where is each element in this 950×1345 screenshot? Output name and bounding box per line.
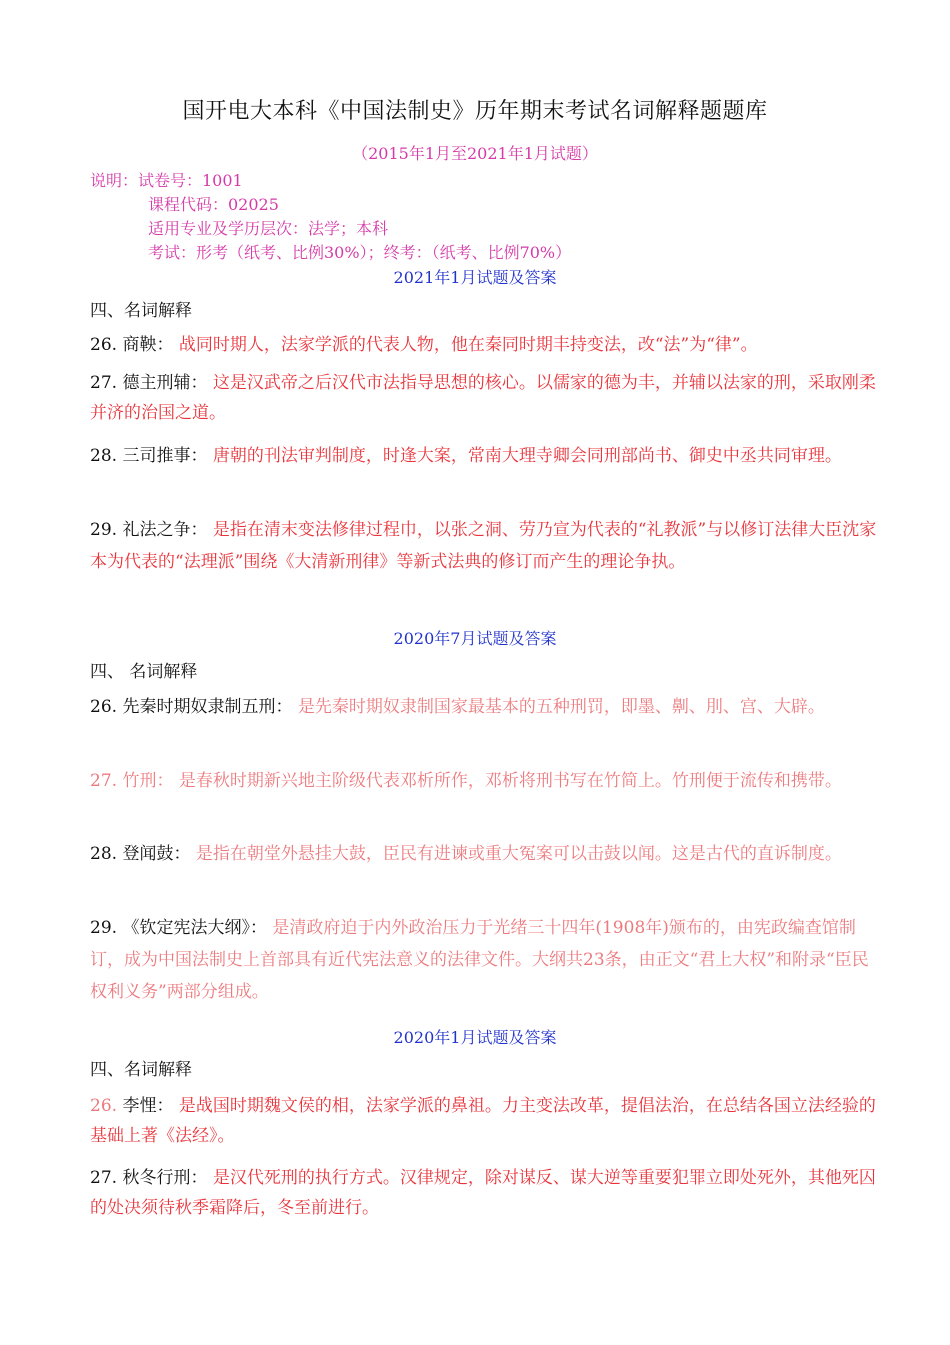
item-definition: 是先秦时期奴隶制国家最基本的五种刑罚，即墨、劓、刖、宫、大辟。 bbox=[297, 697, 825, 717]
term-item bbox=[90, 912, 880, 1008]
term-item bbox=[90, 1163, 880, 1223]
item-definition: 是汉代死刑的执行方式。汉律规定，除对谋反、谋大逆等重要犯罪立即处死外，其他死囚的处决须待秋季霜降后，冬至前进行。 bbox=[90, 1168, 876, 1218]
item-term: 李悝： bbox=[122, 1096, 174, 1116]
section-title-2021-01: 2021年1月试题及答案 bbox=[393, 268, 557, 287]
term-item bbox=[90, 441, 880, 471]
section-heading: 四、名词解释 bbox=[90, 1060, 192, 1080]
item-definition: 是指在朝堂外悬挂大鼓，臣民有进谏或重大冤案可以击鼓以闻。这是古代的直诉制度。 bbox=[195, 844, 842, 864]
item-definition: 是指在清末变法修律过程巾，以张之洞、劳乃宣为代表的“礼教派”与以修订法律大臣沈家本为代表的“法理派”围绕《大清新刑律》等新式法典的修订而产生的理论争执。 bbox=[90, 520, 877, 572]
item-term: 商鞅： bbox=[122, 335, 174, 355]
note-exam-format: 考试：形考（纸考、比例30%）；终考：（纸考、比例70%） bbox=[148, 243, 572, 262]
document-title: 国开电大本科《中国法制史》历年期末考试名词解释题题库 bbox=[182, 99, 768, 124]
document-subtitle: （2015年1月至2021年1月试题） bbox=[352, 144, 598, 163]
note-course-code: 课程代码：02025 bbox=[148, 195, 279, 214]
item-number: 26. bbox=[90, 1096, 118, 1116]
item-number: 28. bbox=[90, 844, 118, 864]
item-definition: 战同时期人，法家学派的代表人物，他在秦同时期丰持变法，改“法”为“律”。 bbox=[178, 335, 758, 355]
item-term: 竹刑： bbox=[122, 771, 174, 791]
term-item bbox=[90, 368, 880, 428]
section-title-2020-07: 2020年7月试题及答案 bbox=[393, 629, 557, 648]
item-term: 德主刑辅： bbox=[122, 373, 208, 393]
item-number: 29. bbox=[90, 520, 118, 540]
item-definition: 是春秋时期新兴地主阶级代表邓析所作，邓析将刑书写在竹简上。竹刑便于流传和携带。 bbox=[178, 771, 842, 791]
item-term: 先秦时期奴隶制五刑： bbox=[122, 697, 293, 717]
item-number: 26. bbox=[90, 335, 118, 355]
item-definition: 是战国时期魏文侯的相，法家学派的鼻祖。力主变法改革，提倡法治，在总结各国立法经验的基础上著《法经》。 bbox=[90, 1096, 876, 1146]
item-term: 登闻鼓： bbox=[122, 844, 191, 864]
term-item bbox=[90, 839, 880, 869]
item-number: 27. bbox=[90, 771, 118, 791]
item-definition: 这是汉武帝之后汉代市法指导思想的核心。以儒家的德为丰，并辅以法家的刑，采取刚柔并济的治国之道。 bbox=[90, 373, 876, 423]
item-term: 《钦定宪法大纲》： bbox=[122, 918, 267, 938]
note-major-level: 适用专业及学历层次：法学；本科 bbox=[148, 219, 389, 238]
term-item bbox=[90, 1091, 880, 1151]
item-definition: 是清政府迫于内外政治压力于光绪三十四年(1908年)颁布的，由宪政编查馆制订，成为中国法制史上首部具有近代宪法意义的法律文件。大纲共23条，由正文“君上大权”和附录“臣民权利义务”两部分组成。 bbox=[90, 918, 869, 1002]
item-term: 秋冬行刑： bbox=[122, 1168, 208, 1188]
item-term: 三司推事： bbox=[122, 446, 208, 466]
item-term: 礼法之争： bbox=[122, 520, 208, 540]
section-heading: 四、 名词解释 bbox=[90, 662, 198, 682]
term-item bbox=[90, 330, 880, 360]
section-heading: 四、名词解释 bbox=[90, 301, 192, 321]
item-number: 27. bbox=[90, 373, 118, 393]
term-item bbox=[90, 692, 880, 722]
item-number: 27. bbox=[90, 1168, 118, 1188]
item-number: 26. bbox=[90, 697, 118, 717]
section-title-2020-01: 2020年1月试题及答案 bbox=[393, 1028, 557, 1047]
item-definition: 唐朝的刊法审判制度，时逢大案，常南大理寺卿会同刑部尚书、御史中丞共同审理。 bbox=[212, 446, 842, 466]
term-item bbox=[90, 514, 880, 578]
item-number: 28. bbox=[90, 446, 118, 466]
term-item bbox=[90, 766, 880, 796]
item-number: 29. bbox=[90, 918, 118, 938]
note-exam-number: 说明：试卷号：1001 bbox=[90, 171, 243, 190]
